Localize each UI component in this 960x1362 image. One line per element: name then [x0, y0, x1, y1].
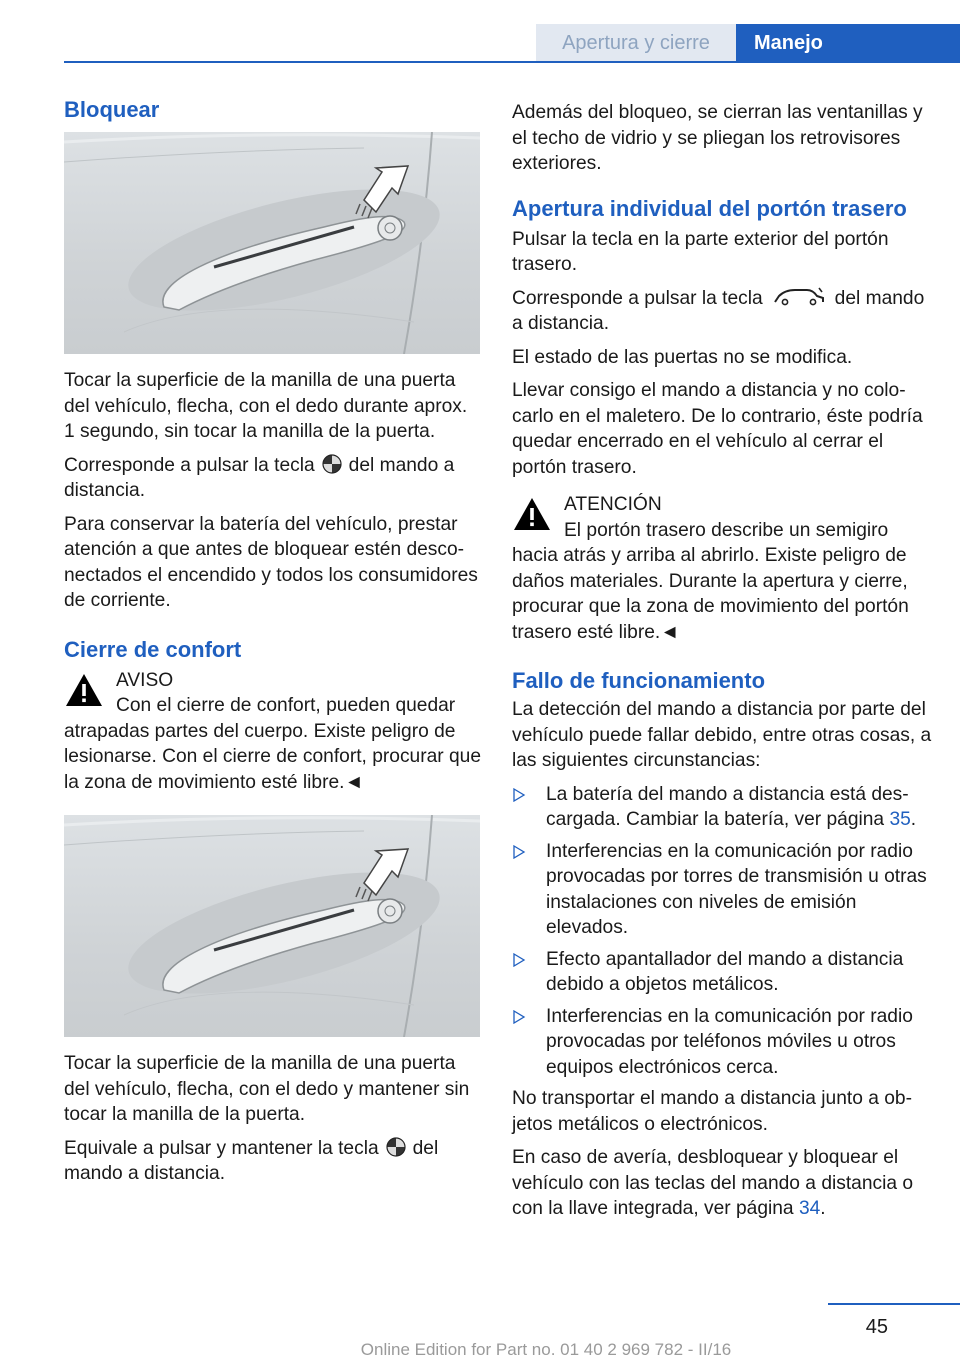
page-link-35[interactable]: 35: [889, 809, 911, 830]
warning-triangle-icon: [64, 672, 104, 708]
list-item-text: Interferencias en la comunicación por radio provocadas por torres de transmisión u otras instalaciones con niveles de emisión elevados.: [546, 840, 927, 938]
paragraph-confort-2: [64, 1136, 482, 1187]
door-handle-illustration-2: [64, 815, 480, 1037]
tailgate-key-icon: [773, 286, 825, 306]
door-handle-illustration-1: [64, 132, 480, 354]
paragraph-fallo-2: No transportar el mando a distancia junto a objetos metálicos o electrónicos.: [512, 1088, 912, 1135]
paragraph-porton-2: [512, 286, 932, 337]
warning-text-line1: Con el cierre de confort, pueden quedar: [116, 695, 456, 716]
warning-atencion: [512, 492, 932, 645]
paragraph-bloquear-1: Tocar la superficie de la manilla de una puerta del vehículo, flecha, con el dedo durante aprox. 1 segundo, sin tocar la manilla de la puerta.: [64, 370, 468, 442]
heading-fallo-funcionamiento: Fallo de funcionamiento: [512, 668, 766, 693]
list-item-text: La batería del mando a distancia está descargada. Cambiar la batería, ver página: [546, 783, 909, 830]
paragraph-porton-3: El estado de las puertas no se modifica.: [512, 346, 853, 368]
warning-triangle-icon: [512, 496, 552, 532]
page-header: [536, 24, 960, 62]
left-column: [64, 96, 482, 1195]
bullet-triangle-icon: [512, 788, 526, 802]
text-fragment: del mando a distancia.: [512, 287, 925, 334]
text-fragment: del mando a distancia.: [64, 454, 455, 501]
list-item-text: Interferencias en la comunicación por radio provocadas por teléfonos móviles u otros equipos electrónicos cerca.: [546, 1005, 913, 1078]
footer-edition: Online Edition for Part no. 01 40 2 969 782 - II/16: [360, 1340, 732, 1359]
heading-cierre-confort: Cierre de confort: [64, 636, 242, 662]
bullet-triangle-icon: [512, 845, 526, 859]
warning-title: ATENCIÓN: [564, 494, 662, 515]
warning-text-rest: hacia atrás y arriba al abrirlo. Existe peligro de daños materiales. Durante la apertura y cierre, procurar que la zona de movimiento del portón trasero esté libre.◄: [512, 545, 909, 643]
lock-key-icon: [321, 454, 343, 474]
text-fragment: En caso de avería, desbloquear y bloquear el vehículo con las teclas del mando a distancia o con la llave integrada, ver página: [512, 1147, 914, 1219]
page-number: 45: [865, 1316, 888, 1338]
paragraph-bloqueo-extra: Además del bloqueo, se cierran las ventanillas y el techo de vidrio y se pliegan los retrovisores exteriores.: [512, 102, 923, 174]
warning-text-line1: El portón trasero describe un semigiro: [564, 519, 889, 541]
header-rule: [64, 61, 960, 63]
text-fragment: Corresponde a pulsar la tecla: [64, 454, 315, 476]
text-fragment: del mando a distancia.: [64, 1137, 439, 1184]
heading-bloquear: Bloquear: [64, 97, 160, 122]
warning-text-rest: atrapadas partes del cuerpo. Existe peligro de lesionarse. Con el cierre de confort, procurar que la zona de movimiento esté libre.◄: [64, 720, 482, 793]
footer-rule: [828, 1303, 960, 1305]
door-handle-photo-2: [64, 815, 480, 1037]
header-chapter-tab[interactable]: Manejo: [736, 24, 960, 62]
bullet-triangle-icon: [512, 1010, 526, 1024]
text-fragment: .: [820, 1198, 826, 1219]
door-handle-photo-1: [64, 132, 480, 354]
list-item: [512, 1004, 932, 1081]
paragraph-fallo-1: La detección del mando a distancia por parte del vehículo puede fallar debido, entre otras cosas, a las siguientes circunstancias:: [512, 699, 932, 771]
paragraph-fallo-3: [512, 1145, 932, 1222]
paragraph-bloquear-2: [64, 453, 482, 504]
paragraph-confort-1: Tocar la superficie de la manilla de una puerta del vehículo, flecha, con el dedo y mantener sin tocar la manilla de la puerta.: [64, 1053, 470, 1125]
lock-key-icon: [385, 1137, 407, 1157]
text-fragment: Equivale a pulsar y mantener la tecla: [64, 1137, 379, 1159]
paragraph-bloquear-3: Para conservar la batería del vehículo, prestar atención a que antes de bloquear estén desconectados el encendido y todos los consumidores de corriente.: [64, 513, 478, 611]
heading-apertura-porton: Apertura individual del portón trasero: [512, 195, 907, 221]
paragraph-porton-1: Pulsar la tecla en la parte exterior del portón trasero.: [512, 228, 889, 275]
warning-title: AVISO: [116, 669, 174, 691]
paragraph-porton-4: Llevar consigo el mando a distancia y no colocarlo en el maletero. De lo contrario, éste podría quedar encerrado en el vehículo al cerrar el portón trasero.: [512, 380, 923, 478]
text-fragment: Corresponde a pulsar la tecla: [512, 287, 763, 309]
bullet-triangle-icon: [512, 953, 526, 967]
warning-aviso: [64, 668, 482, 796]
page-link-34[interactable]: 34: [798, 1198, 821, 1219]
list-item: [512, 782, 932, 833]
list-item: [512, 839, 932, 941]
list-item-text: Efecto apantallador del mando a distancia debido a objetos metálicos.: [546, 948, 904, 995]
failure-causes-list: [512, 782, 932, 1081]
list-item: [512, 947, 932, 998]
header-section-tab[interactable]: Apertura y cierre: [536, 24, 736, 62]
right-column: [512, 100, 932, 1230]
list-item-suffix: .: [910, 809, 917, 830]
